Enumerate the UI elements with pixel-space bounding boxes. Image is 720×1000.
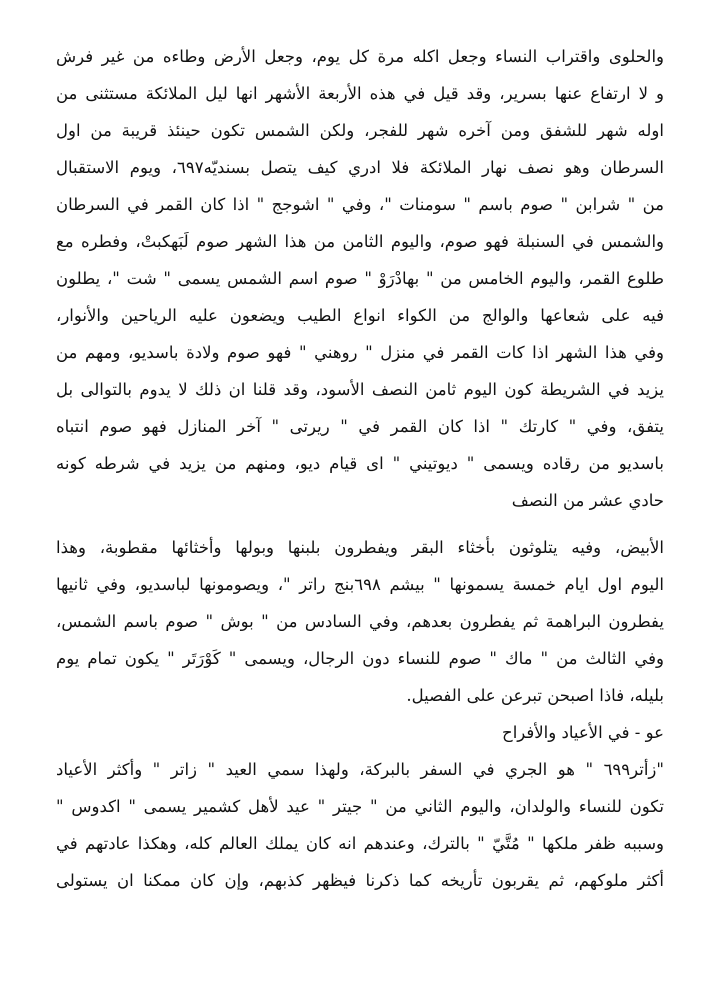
paragraph-1 (56, 38, 664, 519)
heading-text: عو - في الأعياد والأفراح (502, 723, 664, 742)
text-line: يتفق، وفي " كارتك " اذا كان القمر في " ريرتى " آخر المنازل فهو صوم انتباه (56, 417, 664, 436)
text-line: الأبيض، وفيه يتلوثون بأخثاء البقر ويفطرون بلبنها وبولها وأخثائها مقطوبة، وهذا (56, 538, 664, 557)
text-line: وفي الثالث من " ماك " صوم للنساء دون الرجال، ويسمى " كَوْرَتَر " يكون تمام يوم (56, 649, 664, 668)
text-line: "زأتر٦٩٩ " هو الجري في السفر بالبركة، ولهذا سمي العيد " زاتر " وأكثر الأعياد (56, 760, 664, 779)
text-line: حادي عشر من النصف (511, 491, 664, 510)
text-line: طلوع القمر، واليوم الخامس من " بهادْرَوْ " صوم اسم الشمس يسمى " شت "، يطلون (56, 269, 664, 288)
paragraph-3 (56, 751, 664, 899)
text-line: وفي هذا الشهر اذا كات القمر في منزل " روهني " فهو صوم ولادة باسديو، ومهم من (56, 343, 664, 362)
text-line: السرطان وهو نصف نهار الملائكة فلا ادري كيف يتصل بسنديّه٦٩٧، ويوم الاستقبال (56, 158, 664, 177)
text-line: اوله شهر للشفق ومن آخره شهر للفجر، ولكن الشمس تكون حينئذ قريبة من اول (56, 121, 664, 140)
text-line: باسديو من رقاده ويسمى " ديوتيني " اى قيام ديو، ومنهم من يزيد في شرطه كونه (56, 454, 664, 473)
text-line: والشمس في السنبلة فهو صوم، واليوم الثامن من هذا الشهر صوم لَبَهكبتْ، وفطره مع (56, 232, 664, 251)
text-line: اليوم اول ايام خمسة يسمونها " بيشم ٦٩٨بنج راتر "، ويصومونها لباسديو، وفي ثانيها (56, 575, 664, 594)
document-page (56, 38, 664, 899)
text-line: تكون للنساء والولدان، واليوم الثاني من " جيتر " عيد لأهل كشمير يسمى " اكدوس " (56, 797, 664, 816)
text-line: وسببه ظفر ملكها " مُتَّيّ " بالترك، وعندهم انه كان يملك العالم كله، وهكذا عادتهم في (56, 834, 664, 853)
text-line: من " شرابن " صوم باسم " سومنات "، وفي " اشوجج " اذا كان القمر في السرطان (56, 195, 664, 214)
text-line: يفطرون البراهمة ثم يفطرون بعدهم، وفي السادس من " بوش " صوم باسم الشمس، (56, 612, 664, 631)
text-line: أكثر ملوكهم، ثم يقربون تأريخه كما ذكرنا فيظهر كذبهم، وإن كان ممكنا ان يستولى (56, 871, 664, 890)
paragraph-2 (56, 529, 664, 714)
text-line: والحلوى واقتراب النساء وجعل اكله مرة كل يوم، وجعل الأرض وطاءه من غير فرش (56, 47, 664, 66)
text-line: و لا ارتفاع عنها بسرير، وقد قيل في هذه الأربعة الأشهر انها ليل الملائكة مستثنى من (56, 84, 664, 103)
section-heading (56, 714, 664, 751)
text-line: يزيد في الشريطة كون اليوم ثامن النصف الأسود، وقد قلنا ان ذلك لا يدوم بالتوالى بل (56, 380, 664, 399)
text-line: فيه على شعاعها والوالج من الكواء انواع الطيب ويضعون عليه الرياحين والأنوار، (56, 306, 664, 325)
text-line: بليله، فاذا اصبحن تبرعن على الفصيل. (406, 686, 664, 705)
